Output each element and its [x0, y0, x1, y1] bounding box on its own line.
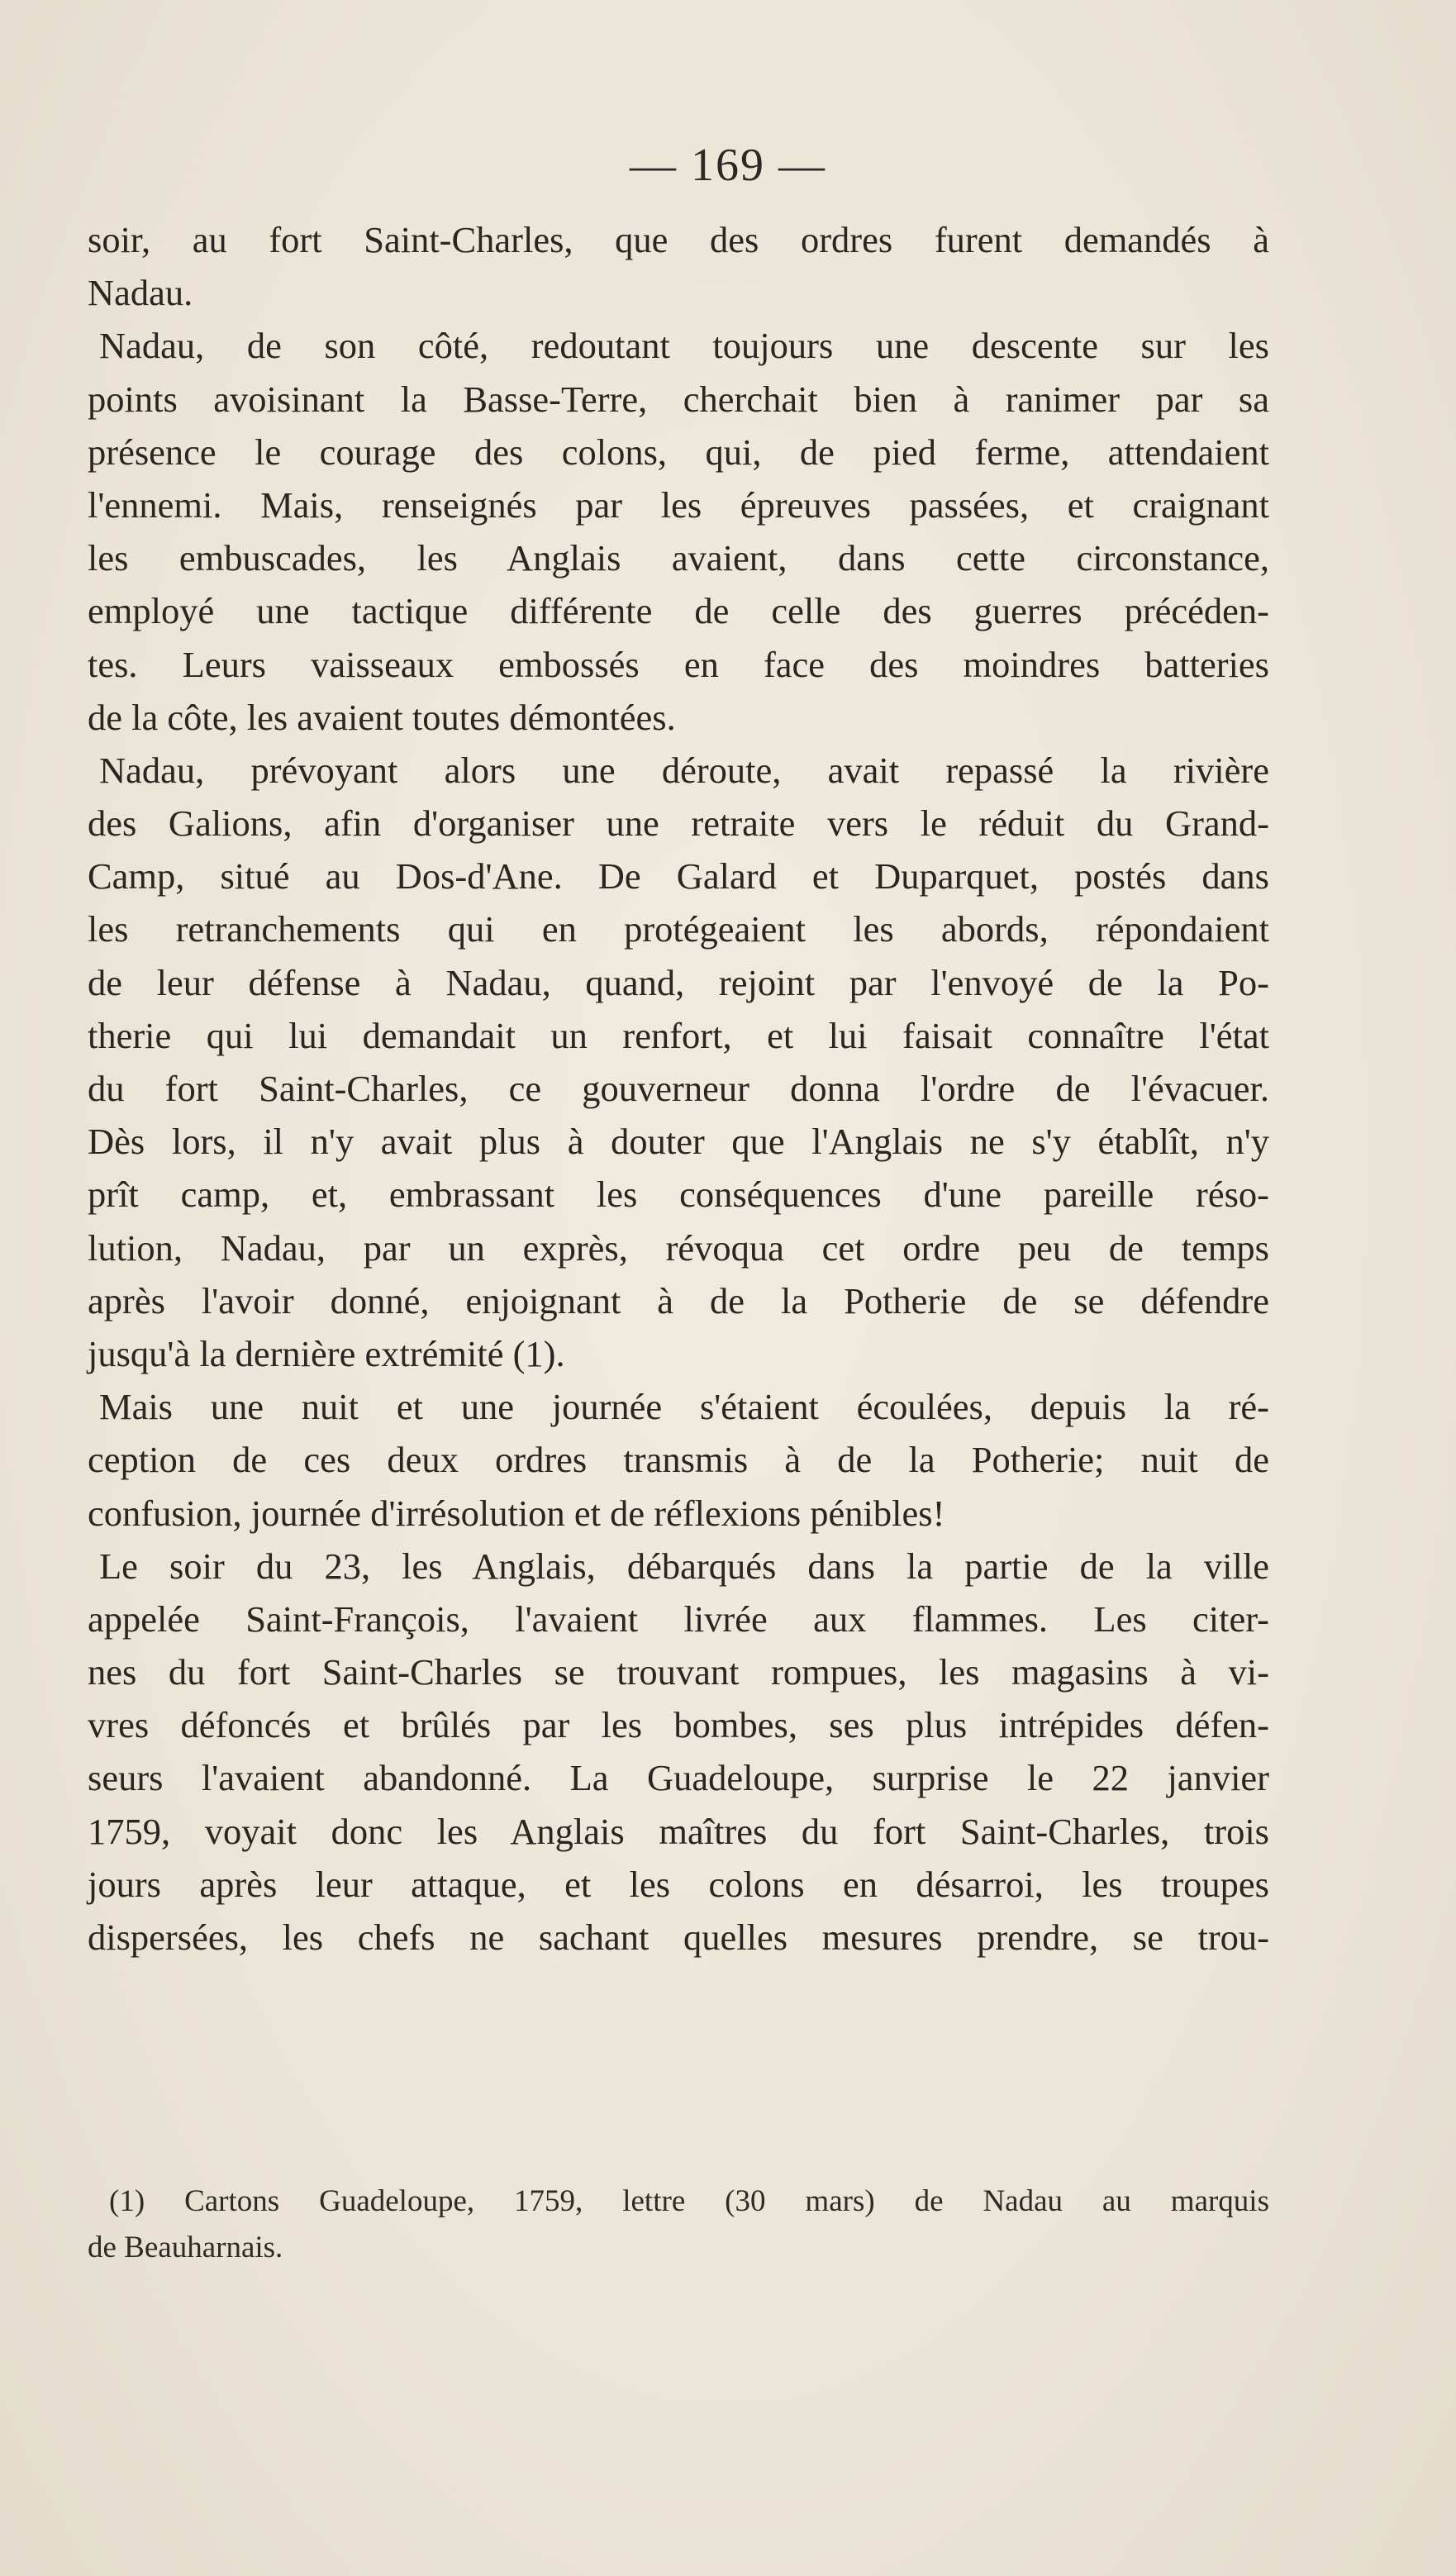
text-line: vres défoncés et brûlés par les bombes, ses plus intrépides défen-: [88, 1704, 1269, 1746]
text-line: Dès lors, il n'y avait plus à douter que l'Anglais ne s'y établît, n'y: [88, 1121, 1269, 1163]
text-line: soir, au fort Saint-Charles, que des ordres furent demandés à: [88, 219, 1269, 260]
text-line: confusion, journée d'irrésolution et de réflexions pénibles!: [88, 1492, 945, 1534]
text-line: de la côte, les avaient toutes démontées.: [88, 696, 676, 738]
text-line: des Galions, afin d'organiser une retraite vers le réduit du Grand-: [88, 802, 1269, 845]
text-line: présence le courage des colons, qui, de pied ferme, attendaient: [88, 431, 1269, 473]
text-line: lution, Nadau, par un exprès, révoqua cet ordre peu de temps: [88, 1226, 1269, 1269]
text-line: Le soir du 23, les Anglais, débarqués dans la partie de la ville: [99, 1545, 1269, 1587]
text-line: seurs l'avaient abandonné. La Guadeloupe, surprise le 22 janvier: [88, 1757, 1269, 1799]
text-line: appelée Saint-François, l'avaient livrée aux flammes. Les citer-: [88, 1598, 1269, 1640]
text-line: Camp, situé au Dos-d'Ane. De Galard et Duparquet, postés dans: [88, 855, 1269, 898]
footnote-line: (1) Cartons Guadeloupe, 1759, lettre (30 mars) de Nadau au marquis: [109, 2184, 1269, 2218]
text-line: dispersées, les chefs ne sachant quelles mesures prendre, se trou-: [88, 1917, 1269, 1958]
footnotes: [88, 2178, 1269, 2271]
text-line: employé une tactique différente de celle des guerres précéden-: [88, 590, 1269, 632]
text-line: Nadau, de son côté, redoutant toujours une descente sur les: [99, 325, 1269, 367]
text-line: jusqu'à la dernière extrémité (1).: [88, 1332, 565, 1374]
text-line: Nadau.: [88, 272, 193, 314]
text-line: nes du fort Saint-Charles se trouvant rompues, les magasins à vi-: [88, 1651, 1269, 1693]
text-line: prît camp, et, embrassant les conséquences d'une pareille réso-: [88, 1174, 1269, 1216]
text-line: tes. Leurs vaisseaux embossés en face des moindres batteries: [88, 643, 1269, 685]
text-line: 1759, voyait donc les Anglais maîtres du fort Saint-Charles, trois: [88, 1810, 1269, 1852]
text-line: jours après leur attaque, et les colons en désarroi, les troupes: [88, 1863, 1269, 1905]
text-line: ception de ces deux ordres transmis à de la Potherie; nuit de: [88, 1439, 1269, 1481]
text-line: Nadau, prévoyant alors une déroute, avait repassé la rivière: [99, 749, 1269, 791]
text-line: du fort Saint-Charles, ce gouverneur donna l'ordre de l'évacuer.: [88, 1068, 1269, 1109]
text-line: de leur défense à Nadau, quand, rejoint par l'envoyé de la Po-: [88, 961, 1269, 1003]
body-text: [88, 213, 1269, 1964]
text-line: après l'avoir donné, enjoignant à de la Potherie de se défendre: [88, 1279, 1269, 1321]
page-number: — 169 —: [630, 140, 826, 191]
text-line: les retranchements qui en protégeaient les abords, répondaient: [88, 908, 1269, 950]
text-line: points avoisinant la Basse-Terre, cherchait bien à ranimer par sa: [88, 378, 1269, 420]
text-line: les embuscades, les Anglais avaient, dans cette circonstance,: [88, 537, 1269, 579]
text-line: therie qui lui demandait un renfort, et lui faisait connaître l'état: [88, 1014, 1269, 1056]
footnote-line: de Beauharnais.: [88, 2231, 283, 2264]
text-line: Mais une nuit et une journée s'étaient écoulées, depuis la ré-: [99, 1386, 1269, 1428]
text-line: l'ennemi. Mais, renseignés par les épreuves passées, et craignant: [88, 483, 1269, 526]
